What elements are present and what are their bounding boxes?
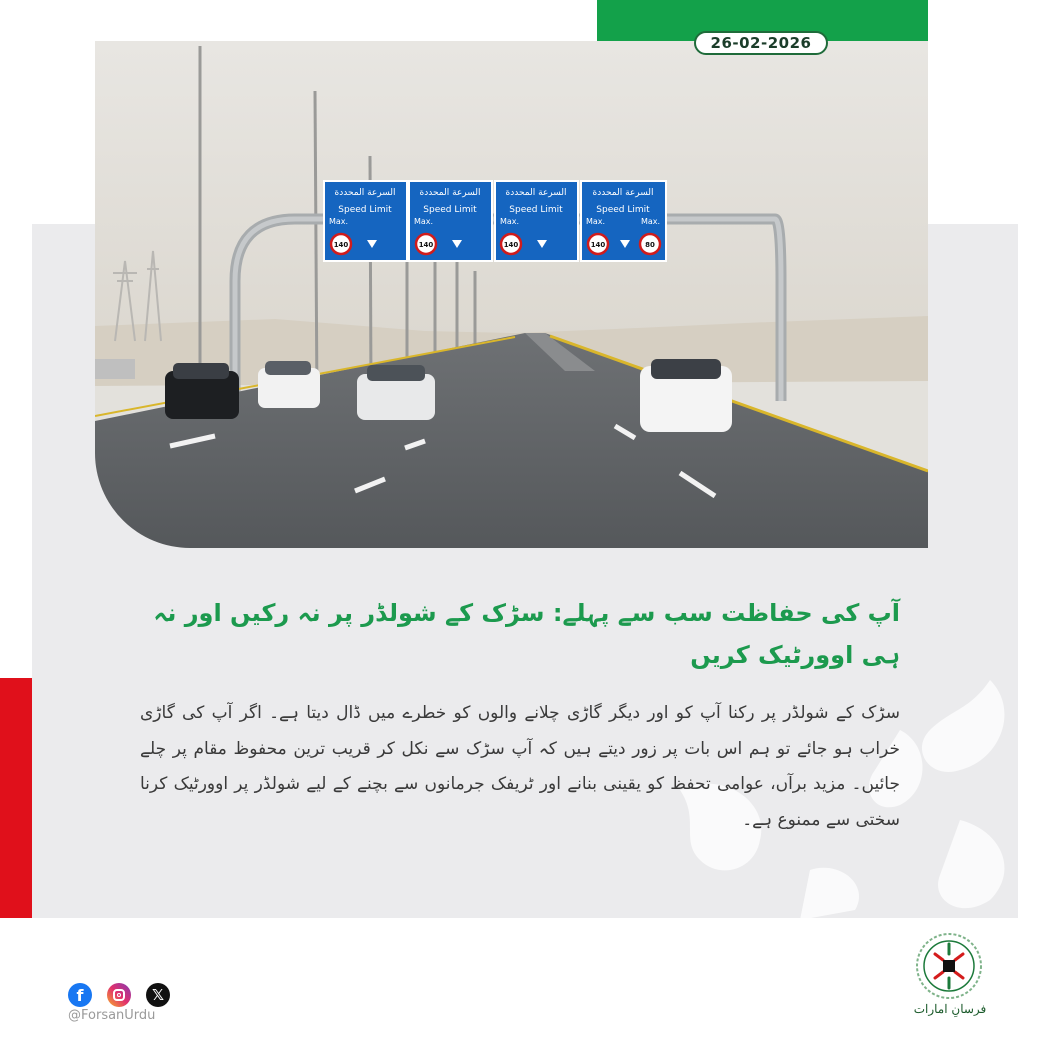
sign-2-limit: 140 — [418, 241, 434, 249]
instagram-glyph — [113, 989, 125, 1001]
sign-4-limit: 140 — [590, 241, 606, 249]
sign-3-max: Max. — [500, 217, 520, 226]
social-links — [68, 983, 170, 1007]
sign-1-arabic: السرعة المحددة — [334, 188, 396, 198]
x-glyph: 𝕏 — [151, 986, 165, 1004]
logo-caption: فرسانِ امارات — [913, 1002, 987, 1016]
sign-3-english: Speed Limit — [509, 205, 563, 215]
facebook-glyph: f — [76, 985, 84, 1005]
instagram-icon[interactable] — [107, 983, 131, 1007]
sign-4-english: Speed Limit — [596, 205, 650, 215]
sign-4-limit-2: 80 — [645, 241, 655, 249]
red-accent-bar — [0, 678, 32, 918]
sign-1-limit: 140 — [333, 241, 349, 249]
sign-3-arabic: السرعة المحددة — [505, 188, 567, 198]
sign-3-limit: 140 — [503, 241, 519, 249]
sign-2-english: Speed Limit — [423, 205, 477, 215]
sign-2-max: Max. — [414, 217, 434, 226]
sign-1-max: Max. — [329, 217, 349, 226]
social-handle[interactable]: @ForsanUrdu — [68, 1008, 156, 1023]
article-title: آپ کی حفاظت سب سے پہلے: سڑک کے شولڈر پر نہ رکیں اور نہ ہی اوورٹیک کریں — [153, 599, 900, 669]
facebook-icon[interactable] — [68, 983, 92, 1007]
article-body: سڑک کے شولڈر پر رکنا آپ کو اور دیگر گاڑی چلانے والوں کو خطرے میں ڈال دیتا ہے۔ اگر آپ کی گاڑی خراب ہو جائے تو ہم اس بات پر زور دیتے ہیں کہ آپ سڑک سے نکل کر قریب ترین محفوظ مقام پر چلے جائیں۔ مزید برآں، عوامی تحفظ کو یقینی بنانے اور ٹریفک جرمانوں سے بچنے کے لیے شولڈر پر اوورٹیک کرنا سختی سے ممنوع ہے۔ — [140, 703, 900, 830]
x-icon[interactable] — [146, 983, 170, 1007]
date-badge: 26-02-2026 — [694, 31, 828, 55]
highway-photo — [95, 41, 928, 548]
sign-4-max-2: Max. — [641, 217, 661, 226]
sign-1-english: Speed Limit — [338, 205, 392, 215]
sign-2-arabic: السرعة المحددة — [419, 188, 481, 198]
sign-4-max: Max. — [586, 217, 606, 226]
sign-4-arabic: السرعة المحددة — [592, 188, 654, 198]
